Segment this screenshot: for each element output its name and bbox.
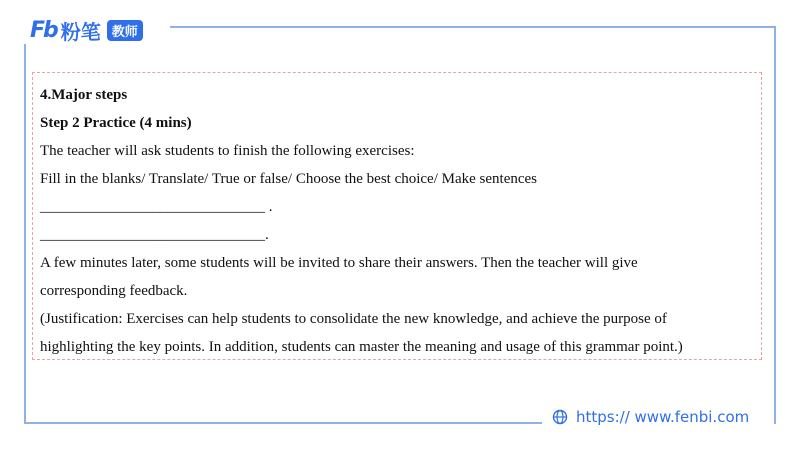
- slide-title: 4.Major steps: [40, 87, 128, 103]
- body-line: (Justification: Exercises can help students to consolidate the new knowledge, and achieve the purpose of: [40, 311, 667, 327]
- logo-mark: Fb: [30, 18, 57, 43]
- body-line: highlighting the key points. In addition, students can master the meaning and usage of this grammar point.): [40, 339, 683, 355]
- frame-bottom-line: [24, 422, 542, 424]
- footer-url[interactable]: [552, 408, 749, 426]
- logo-brand-text: 粉笔: [60, 20, 101, 44]
- frame-top-line: [170, 26, 776, 28]
- logo-badge: 教师: [107, 20, 143, 41]
- blank-line: ______________________________.: [40, 227, 269, 243]
- frame-right-line: [774, 26, 776, 424]
- body-line: corresponding feedback.: [40, 283, 188, 299]
- body-line: A few minutes later, some students will be invited to share their answers. Then the teacher will give: [40, 255, 638, 271]
- frame-left-line: [24, 44, 26, 424]
- footer-url-text[interactable]: https:// www.fenbi.com: [576, 408, 750, 426]
- blank-line: ______________________________ .: [40, 199, 273, 215]
- slide-subtitle: Step 2 Practice (4 mins): [40, 115, 192, 131]
- slide-content: [32, 72, 762, 360]
- brand-logo: [30, 16, 143, 45]
- body-line: The teacher will ask students to finish the following exercises:: [40, 143, 415, 159]
- globe-icon: [552, 409, 568, 425]
- body-line: Fill in the blanks/ Translate/ True or false/ Choose the best choice/ Make sentences: [40, 171, 538, 187]
